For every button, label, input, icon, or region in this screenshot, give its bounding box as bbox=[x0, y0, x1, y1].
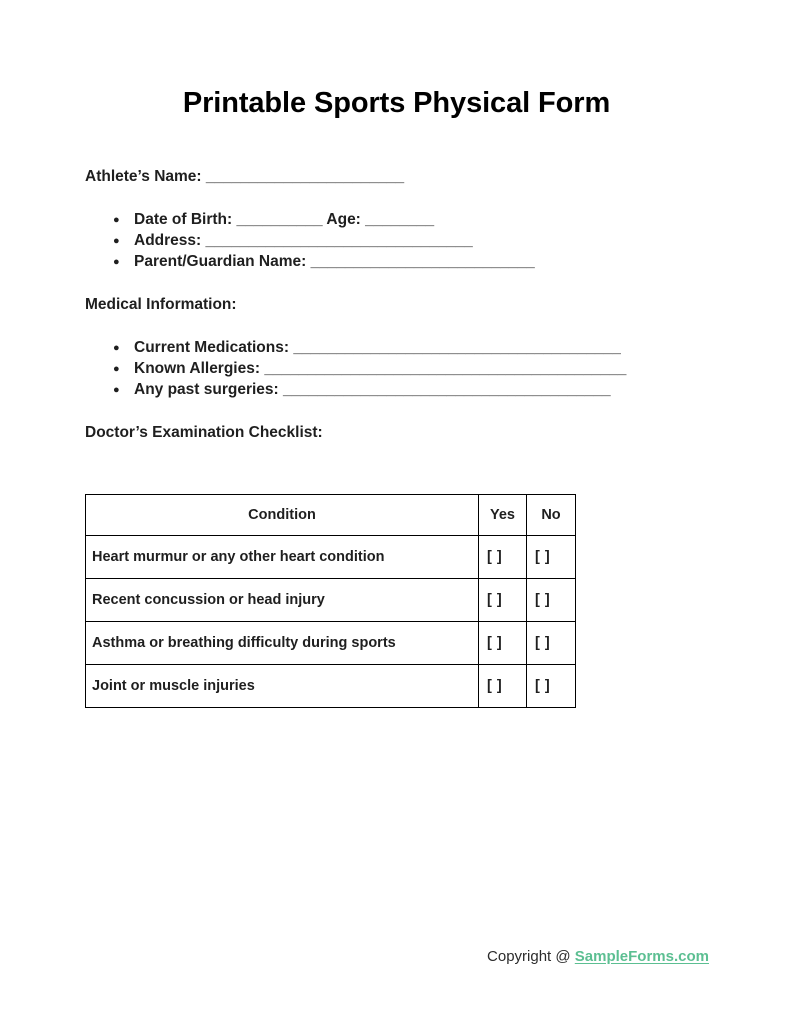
examination-checklist-table bbox=[85, 494, 576, 708]
spacer bbox=[85, 272, 725, 294]
examination-checklist-heading: Doctor’s Examination Checklist: bbox=[85, 424, 323, 441]
table-header-row bbox=[86, 495, 576, 536]
checkbox-yes[interactable]: [ ] bbox=[479, 665, 527, 708]
checkbox-yes[interactable]: [ ] bbox=[479, 579, 527, 622]
checkbox-yes[interactable]: [ ] bbox=[479, 622, 527, 665]
copyright-text: Copyright @ bbox=[487, 948, 575, 965]
checkbox-no[interactable]: [ ] bbox=[527, 622, 576, 665]
checkbox-no[interactable]: [ ] bbox=[527, 579, 576, 622]
sampleforms-link[interactable]: SampleForms.com bbox=[574, 948, 709, 965]
list-item-parent-guardian: ● Parent/Guardian Name: __________________________ bbox=[85, 251, 725, 272]
spacer bbox=[85, 400, 725, 422]
athlete-details-list bbox=[85, 209, 725, 272]
table-row bbox=[86, 536, 576, 579]
spacer bbox=[85, 315, 725, 337]
column-header-condition: Condition bbox=[86, 495, 479, 536]
list-item-known-allergies: ● Known Allergies: __________________________________________ bbox=[85, 358, 725, 379]
column-header-yes: Yes bbox=[479, 495, 527, 536]
checkbox-no[interactable]: [ ] bbox=[527, 536, 576, 579]
condition-label: Heart murmur or any other heart condition bbox=[86, 536, 479, 579]
list-item-past-surgeries: ● Any past surgeries: ______________________________________ bbox=[85, 379, 725, 400]
condition-label: Asthma or breathing difficulty during sports bbox=[86, 622, 479, 665]
form-body bbox=[85, 166, 725, 443]
footer bbox=[0, 948, 709, 965]
condition-label: Joint or muscle injuries bbox=[86, 665, 479, 708]
list-item-current-medications: ● Current Medications: ______________________________________ bbox=[85, 337, 725, 358]
table-row bbox=[86, 579, 576, 622]
medical-details-list bbox=[85, 337, 725, 400]
medical-information-heading: Medical Information: bbox=[85, 296, 237, 313]
condition-label: Recent concussion or head injury bbox=[86, 579, 479, 622]
checkbox-yes[interactable]: [ ] bbox=[479, 536, 527, 579]
spacer bbox=[85, 187, 725, 209]
checkbox-no[interactable]: [ ] bbox=[527, 665, 576, 708]
table-row bbox=[86, 665, 576, 708]
athlete-name-field: Athlete’s Name: _______________________ bbox=[85, 168, 405, 185]
column-header-no: No bbox=[527, 495, 576, 536]
list-item-address: ● Address: _______________________________ bbox=[85, 230, 725, 251]
table-row bbox=[86, 622, 576, 665]
page-title: Printable Sports Physical Form bbox=[182, 87, 611, 120]
checklist-table-wrapper bbox=[85, 494, 575, 708]
list-item-date-of-birth: ● Date of Birth: __________ Age: ________ bbox=[85, 209, 725, 230]
